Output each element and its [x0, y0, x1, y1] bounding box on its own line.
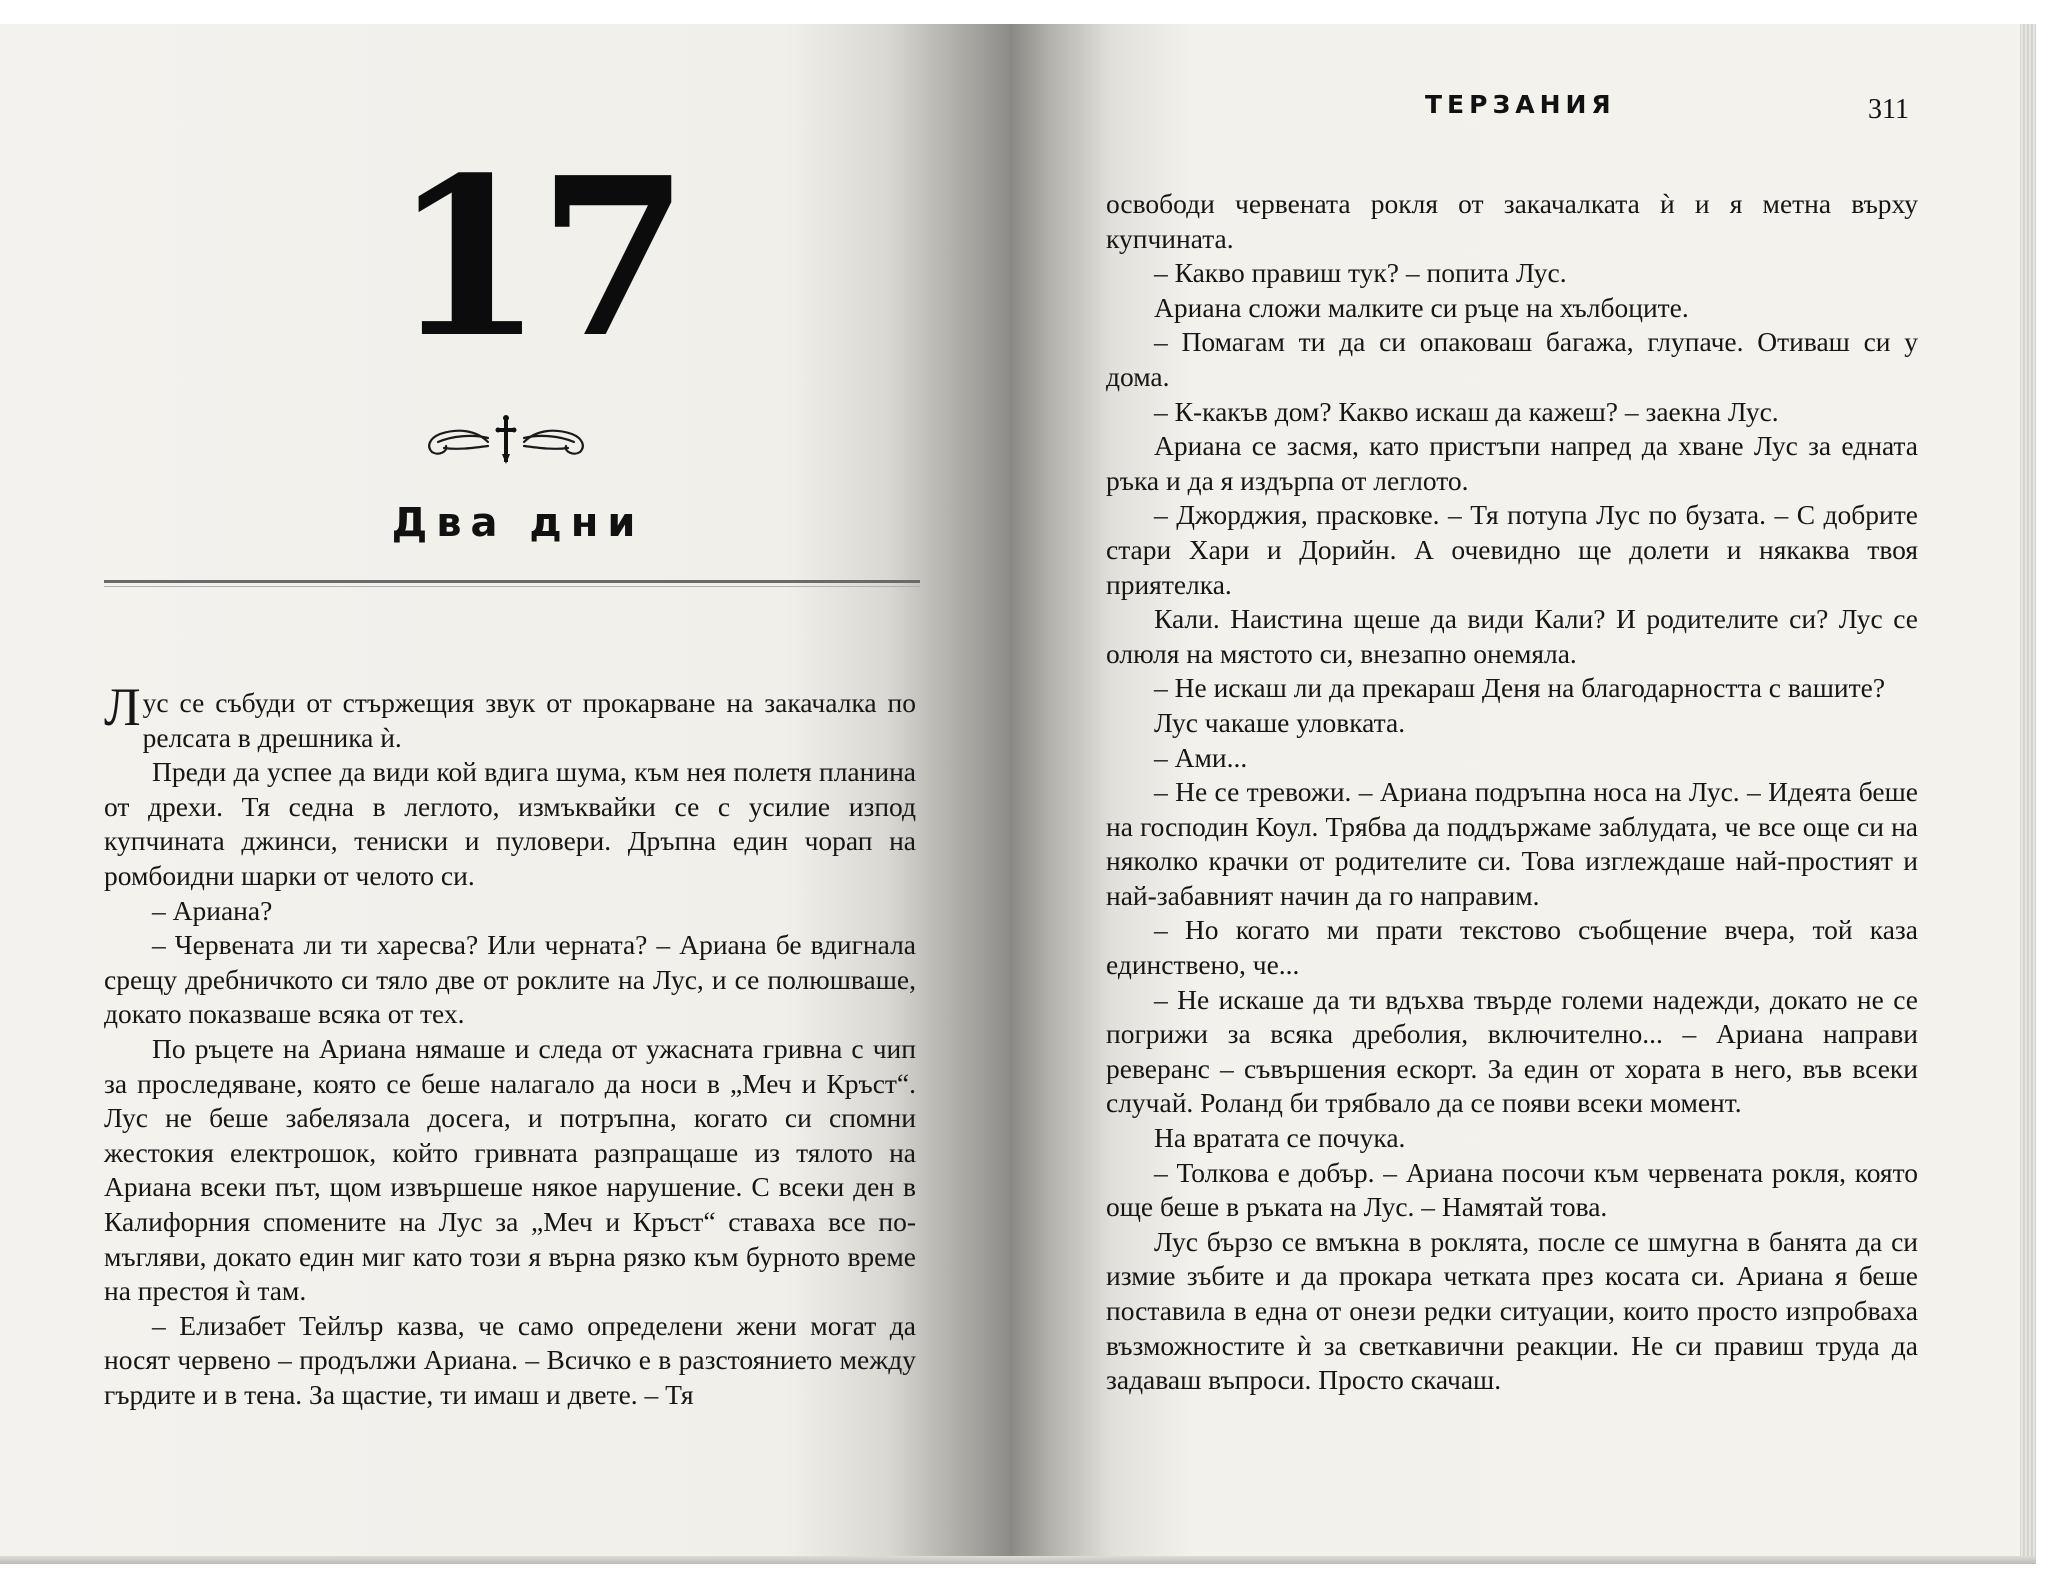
book-spread [0, 24, 2036, 1564]
paragraph: Лус чакаше уловката. [1154, 706, 1406, 738]
paragraph: – Не искаш ли да прекараш Деня на благодарността с вашите? [1154, 672, 1886, 704]
running-head: ТЕРЗАНИЯ [1425, 90, 1616, 119]
flourish-dagger-ornament-icon [418, 412, 594, 466]
page-number: 311 [1868, 94, 1909, 125]
dropcap: Л [104, 677, 141, 737]
paragraph: – Толкова е добър. – Ариана посочи към червената рокля, която още беше в ръката на Лус. – Намятай това. [1106, 1156, 1918, 1223]
paragraph: – Джорджия, прасковке. – Тя потупа Лус по бузата. – С добрите стари Хари и Дорийн. А очевидно ще долети и някаква твоя приятелка. [1106, 499, 1918, 600]
paragraph: – Не се тревожи. – Ариана подръпна носа на Лус. – Идеята беше на господин Коул. Трябва да поддържаме заблудата, че все още си на няколко крачки от родителите си. Това изглеждаше най-простият и най-забавният начин да го направим. [1106, 776, 1918, 911]
paragraph: – Не искаше да ти вдъхва твърде големи надежди, докато не се погрижи за всяка дреболия, включително... – Ариана направи реверанс – съвършения ескорт. За един от хората в него, във всеки случай. Роланд би трябвало да се появи всеки момент. [1106, 983, 1918, 1119]
chapter-divider [104, 580, 920, 583]
paragraph: – Но когато ми прати текстово съобщение вчера, той каза единствено, че... [1106, 914, 1918, 981]
paragraph: Ариана се засмя, като пристъпи напред да хване Лус за едната ръка и да я издърпа от леглото. [1106, 430, 1918, 496]
paragraph: – Помагам ти да си опаковаш багажа, глупаче. Отиваш си у дома. [1106, 326, 1918, 392]
left-page-body [104, 677, 916, 1412]
paragraph: – К-какъв дом? Какво искаш да кажеш? – заекна Лус. [1154, 395, 1779, 427]
page-edges [2020, 24, 2036, 1564]
paragraph: Кали. Наистина щеше да види Кали? И родителите си? Лус се олюля на мястото си, внезапно онемяла. [1106, 603, 1918, 669]
paragraph: Ариана сложи малките си ръце на хълбоците. [1154, 291, 1689, 323]
paragraph: – Червената ли ти харесва? Или черната? – Ариана бе вдигнала срещу дребничкото си тяло две от роклите на Лус, и се полюшваше, докато показваше всяка от тех. [104, 929, 916, 1030]
paragraph: – Какво правиш тук? – попита Лус. [1154, 257, 1567, 289]
chapter-title: Два дни [391, 500, 645, 546]
paragraph: – Ами... [1154, 741, 1248, 773]
right-page-body [1106, 187, 1918, 1398]
paragraph: По ръцете на Ариана нямаше и следа от ужасната гривна с чип за проследяване, която се беше налагало да носи в „Меч и Кръст“. Лус не беше забелязала досега, и потръпна, когато си спомни жестокия електрошок, който гривната разпращаше из тялото на Ариана всеки път, щом извършеше някое нарушение. С всеки ден в Калифорния спомените на Лус за „Меч и Кръст“ ставаха все по-мъгляви, докато един миг като този я върна рязко към бурното време на престоя ѝ там. [104, 1032, 916, 1307]
paragraph-text: ус се събуди от стържещия звук от прокарване на закачалка по релсата в дрешника ѝ. [142, 687, 916, 753]
bottom-edge [0, 1556, 2036, 1564]
paragraph: На вратата се почука. [1154, 1122, 1406, 1154]
left-page [0, 24, 1010, 1564]
chapter-number: 17 [392, 130, 684, 386]
paragraph: освободи червената рокля от закачалката ѝ и я метна върху купчината. [1106, 188, 1918, 254]
paragraph: – Елизабет Тейлър казва, че само определени жени могат да носят червено – продължи Ариана. – Всичко е в разстоянието между гърдите и в тена. За щастие, ти имаш и двете. – Тя [104, 1309, 916, 1410]
paragraph: – Ариана? [152, 894, 273, 926]
paragraph: Лус бързо се вмъкна в роклята, после се шмугна в банята да си измие зъбите и да прокара четката през косата си. Ариана я беше поставила в една от онези редки ситуации, които просто изпробваха възможностите ѝ за светкавични реакции. Не си правиш труда да задаваш въпроси. Просто скачаш. [1106, 1225, 1918, 1396]
paragraph: Преди да успее да види кой вдига шума, към нея полетя планина от дрехи. Тя седна в леглото, измъквайки се с усилие изпод купчината джинси, тениски и пуловери. Дръпна един чорап на ромбоидни шарки от челото си. [104, 756, 916, 891]
paragraph [104, 677, 916, 755]
